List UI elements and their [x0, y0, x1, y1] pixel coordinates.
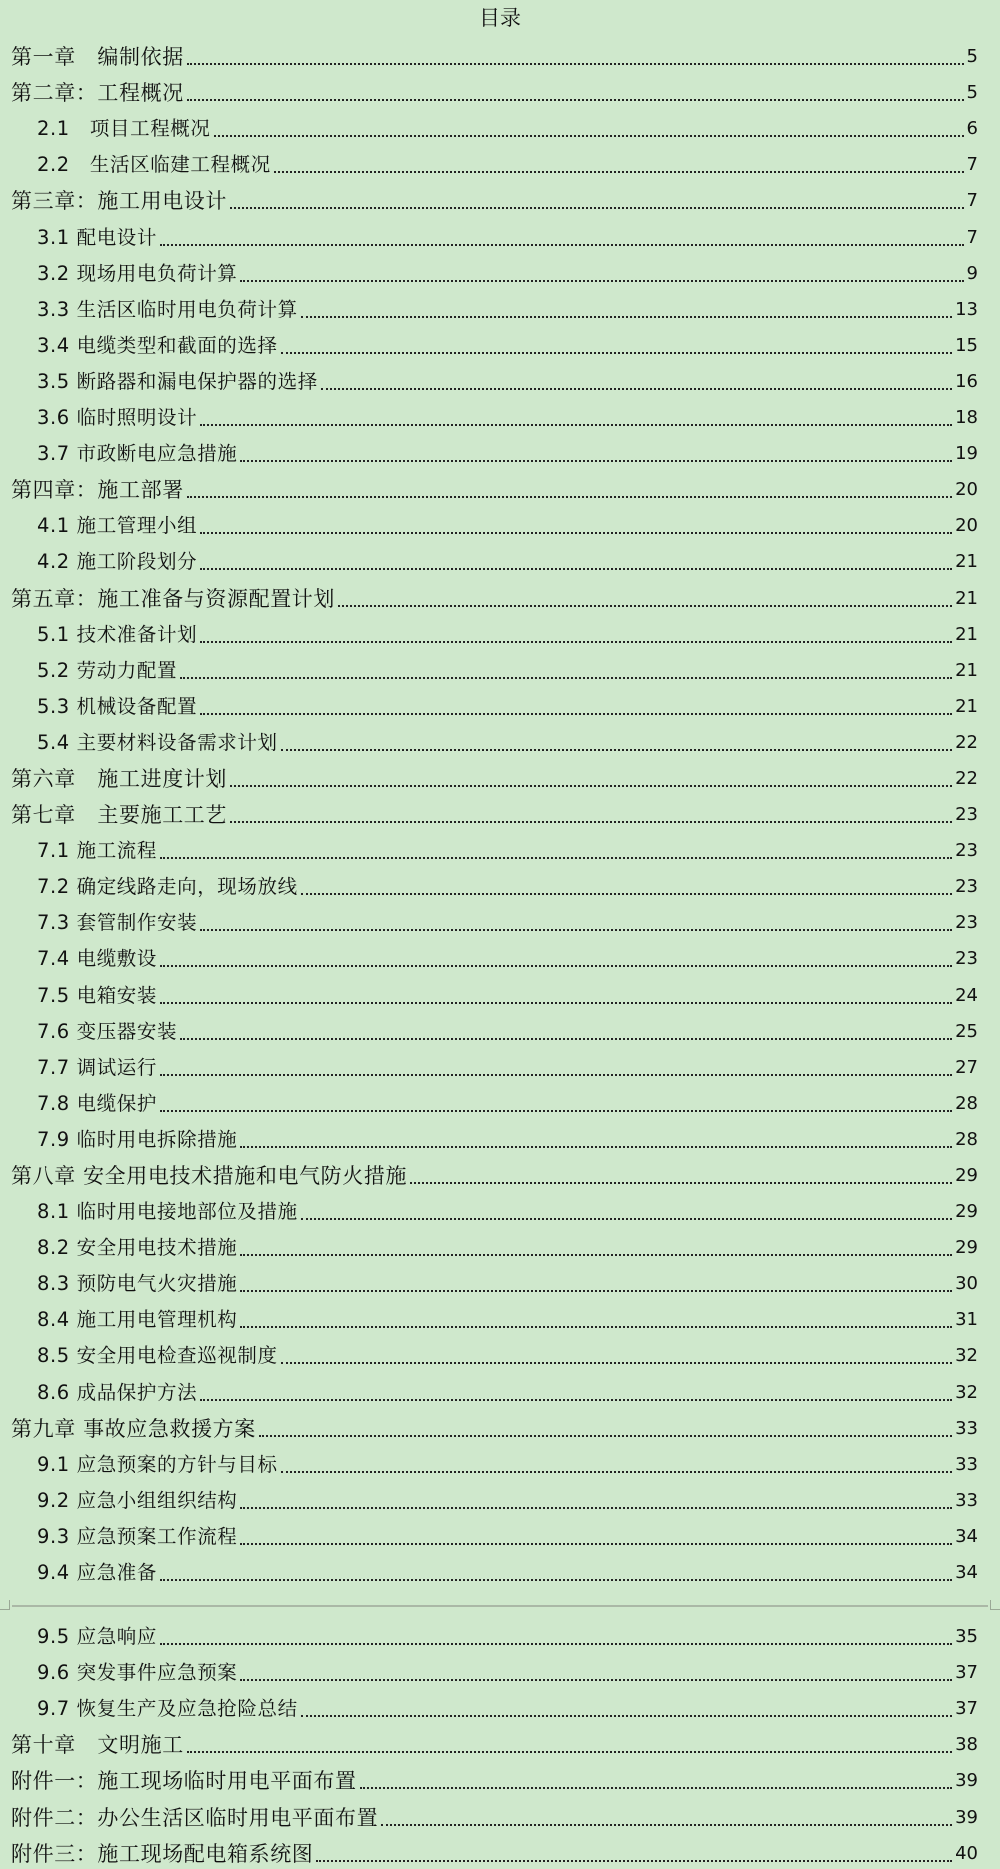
- toc-entry-page-number: 39: [955, 1770, 978, 1792]
- toc-entry[interactable]: [0, 614, 1000, 650]
- toc-entry-page-number: 25: [955, 1020, 978, 1042]
- toc-entry-page-number: 20: [955, 515, 978, 537]
- toc-dot-leader: [200, 568, 952, 570]
- toc-entry-page-number: 21: [955, 587, 978, 609]
- toc-entry[interactable]: [0, 1480, 1000, 1516]
- toc-entry-page-number: 40: [955, 1842, 978, 1864]
- toc-entry[interactable]: [0, 1299, 1000, 1335]
- toc-entry-title: 第六章 施工进度计划: [11, 766, 227, 791]
- toc-page-2: [0, 1616, 1000, 1869]
- toc-entry[interactable]: [0, 1833, 1000, 1869]
- toc-entry-page-number: 23: [955, 840, 978, 862]
- toc-dot-leader: [160, 1002, 952, 1004]
- toc-entry-title: 9.5 应急响应: [37, 1625, 158, 1649]
- toc-dot-leader: [240, 460, 952, 462]
- toc-entry[interactable]: [0, 1652, 1000, 1688]
- toc-entry-page-number: 6: [966, 118, 978, 140]
- toc-entry[interactable]: [0, 289, 1000, 325]
- toc-entry-title: 附件一：施工现场临时用电平面布置: [11, 1769, 357, 1794]
- toc-entry-title: 7.2 确定线路走向，现场放线: [37, 875, 298, 899]
- toc-entry-page-number: 21: [955, 623, 978, 645]
- toc-entry-title: 第一章 编制依据: [11, 45, 184, 70]
- toc-entry-title: 第四章：施工部署: [11, 478, 184, 503]
- toc-dot-leader: [160, 857, 952, 859]
- toc-dot-leader: [230, 785, 952, 787]
- toc-entry[interactable]: [0, 1796, 1000, 1832]
- toc-entry[interactable]: [0, 1335, 1000, 1371]
- toc-entry-title: 5.2 劳动力配置: [37, 658, 178, 682]
- toc-entry-page-number: 7: [966, 226, 978, 248]
- toc-entry[interactable]: [0, 1688, 1000, 1724]
- toc-entry[interactable]: [0, 397, 1000, 433]
- toc-dot-leader: [281, 352, 952, 354]
- toc-entry-page-number: 37: [955, 1698, 978, 1720]
- toc-entry-page-number: 39: [955, 1806, 978, 1828]
- toc-dot-leader: [240, 1146, 952, 1148]
- toc-entry[interactable]: [0, 325, 1000, 361]
- toc-entry-page-number: 21: [955, 695, 978, 717]
- toc-entry-title: 3.5 断路器和漏电保护器的选择: [37, 369, 318, 393]
- toc-entry-page-number: 5: [966, 82, 978, 104]
- toc-entry[interactable]: [0, 1408, 1000, 1444]
- toc-entry[interactable]: [0, 1011, 1000, 1047]
- toc-title: 目录: [479, 6, 521, 30]
- toc-dot-leader: [240, 1543, 952, 1545]
- toc-dot-leader: [180, 677, 952, 679]
- toc-dot-leader: [214, 135, 964, 137]
- toc-entry[interactable]: [0, 686, 1000, 722]
- toc-entry-page-number: 28: [955, 1092, 978, 1114]
- toc-entry-page-number: 33: [955, 1417, 978, 1439]
- toc-entry-title: 7.1 施工流程: [37, 839, 158, 863]
- toc-entry-page-number: 5: [966, 46, 978, 68]
- toc-entry-title: 3.7 市政断电应急措施: [37, 442, 238, 466]
- toc-dot-leader: [240, 1326, 952, 1328]
- toc-dot-leader: [180, 1038, 952, 1040]
- toc-entry[interactable]: [0, 1083, 1000, 1119]
- toc-entry-title: 3.2 现场用电负荷计算: [37, 261, 238, 285]
- toc-entry[interactable]: [0, 1155, 1000, 1191]
- toc-entry-title: 第八章 安全用电技术措施和电气防火措施: [11, 1164, 408, 1188]
- toc-entry[interactable]: [0, 36, 1000, 72]
- toc-entry-title: 第七章 主要施工工艺: [11, 803, 227, 828]
- toc-dot-leader: [230, 821, 952, 823]
- toc-entry[interactable]: [0, 505, 1000, 541]
- toc-dot-leader: [301, 1218, 952, 1220]
- toc-entry-page-number: 29: [955, 1201, 978, 1223]
- toc-entry[interactable]: [0, 577, 1000, 613]
- toc-entry-page-number: 9: [966, 262, 978, 284]
- toc-entry-title: 第二章：工程概况: [11, 81, 184, 106]
- toc-dot-leader: [301, 893, 952, 895]
- toc-entry[interactable]: [0, 1191, 1000, 1227]
- toc-entry-title: 第三章：施工用电设计: [11, 189, 227, 214]
- toc-entry-page-number: 13: [955, 298, 978, 320]
- toc-dot-leader: [281, 749, 952, 751]
- toc-entry-title: 9.6 突发事件应急预案: [37, 1661, 238, 1685]
- toc-entry[interactable]: [0, 361, 1000, 397]
- toc-entry-title: 8.1 临时用电接地部位及措施: [37, 1200, 298, 1224]
- toc-entry[interactable]: [0, 253, 1000, 289]
- toc-entry-page-number: 20: [955, 479, 978, 501]
- toc-dot-leader: [338, 605, 952, 607]
- toc-entry-title: 4.1 施工管理小组: [37, 514, 198, 538]
- toc-entry-title: 9.1 应急预案的方针与目标: [37, 1452, 278, 1476]
- toc-entry[interactable]: [0, 1119, 1000, 1155]
- toc-entry-title: 8.2 安全用电技术措施: [37, 1236, 238, 1260]
- toc-dot-leader: [240, 1679, 952, 1681]
- toc-entry-page-number: 22: [955, 767, 978, 789]
- page-corner-mark-left: [0, 1600, 10, 1610]
- toc-entry-page-number: 33: [955, 1453, 978, 1475]
- toc-dot-leader: [187, 496, 952, 498]
- toc-dot-leader: [240, 1290, 952, 1292]
- toc-entry-page-number: 16: [955, 370, 978, 392]
- toc-entry-title: 9.2 应急小组组织结构: [37, 1488, 238, 1512]
- toc-entry-title: 5.1 技术准备计划: [37, 622, 198, 646]
- toc-entry-title: 第五章：施工准备与资源配置计划: [11, 586, 335, 611]
- toc-entry[interactable]: [0, 758, 1000, 794]
- toc-entry-page-number: 33: [955, 1489, 978, 1511]
- toc-entry-page-number: 21: [955, 659, 978, 681]
- toc-entry-title: 3.6 临时照明设计: [37, 406, 198, 430]
- toc-entry[interactable]: [0, 902, 1000, 938]
- toc-entry-page-number: 28: [955, 1128, 978, 1150]
- toc-entry-title: 5.3 机械设备配置: [37, 694, 198, 718]
- toc-dot-leader: [240, 1254, 952, 1256]
- toc-dot-leader: [200, 532, 952, 534]
- toc-dot-leader: [160, 1579, 952, 1581]
- toc-entry-page-number: 7: [966, 154, 978, 176]
- toc-entry[interactable]: [0, 144, 1000, 180]
- toc-entry-page-number: 34: [955, 1525, 978, 1547]
- toc-entry[interactable]: [0, 830, 1000, 866]
- toc-entry-page-number: 23: [955, 912, 978, 934]
- toc-dot-leader: [316, 1860, 952, 1862]
- toc-entry-title: 5.4 主要材料设备需求计划: [37, 730, 278, 754]
- toc-entry-title: 9.3 应急预案工作流程: [37, 1524, 238, 1548]
- toc-entry[interactable]: [0, 794, 1000, 830]
- toc-entry-title: 7.6 变压器安装: [37, 1019, 178, 1043]
- page-break-line: [12, 1605, 988, 1607]
- toc-dot-leader: [160, 1110, 952, 1112]
- toc-entry-title: 8.4 施工用电管理机构: [37, 1308, 238, 1332]
- toc-entry-page-number: 29: [955, 1165, 978, 1186]
- toc-entry-title: 7.9 临时用电拆除措施: [37, 1127, 238, 1151]
- toc-entry-title: 第九章 事故应急救援方案: [11, 1416, 256, 1441]
- toc-dot-leader: [160, 1074, 952, 1076]
- toc-entry-page-number: 18: [955, 407, 978, 429]
- toc-entry-title: 8.3 预防电气火灾措施: [37, 1272, 238, 1296]
- toc-entry[interactable]: [0, 1263, 1000, 1299]
- toc-entry-page-number: 19: [955, 443, 978, 465]
- toc-entry-title: 附件二：办公生活区临时用电平面布置: [11, 1805, 379, 1830]
- toc-entry-title: 7.8 电缆保护: [37, 1091, 158, 1115]
- toc-entry-page-number: 35: [955, 1626, 978, 1648]
- toc-entry-title: 2.2 生活区临建工程概况: [37, 153, 271, 177]
- toc-entry-title: 4.2 施工阶段划分: [37, 550, 198, 574]
- toc-entry[interactable]: [0, 72, 1000, 108]
- toc-dot-leader: [200, 641, 952, 643]
- toc-dot-leader: [200, 1399, 952, 1401]
- toc-dot-leader: [410, 1182, 952, 1184]
- toc-entry-page-number: 32: [955, 1345, 978, 1367]
- toc-entry[interactable]: [0, 1616, 1000, 1652]
- toc-entry-page-number: 7: [966, 190, 978, 212]
- toc-entry-page-number: 34: [955, 1562, 978, 1584]
- toc-dot-leader: [160, 244, 964, 246]
- toc-entry[interactable]: [0, 1371, 1000, 1407]
- toc-entry-title: 附件三：施工现场配电箱系统图: [11, 1841, 314, 1866]
- toc-entry[interactable]: [0, 650, 1000, 686]
- toc-entry-page-number: 29: [955, 1237, 978, 1259]
- toc-entry[interactable]: [0, 866, 1000, 902]
- toc-entry[interactable]: [0, 722, 1000, 758]
- toc-dot-leader: [281, 1471, 952, 1473]
- toc-entry[interactable]: [0, 1724, 1000, 1760]
- toc-dot-leader: [200, 929, 952, 931]
- toc-dot-leader: [187, 99, 964, 101]
- toc-entry[interactable]: [0, 938, 1000, 974]
- toc-entry-page-number: 23: [955, 804, 978, 826]
- toc-entry-title: 9.4 应急准备: [37, 1561, 158, 1585]
- toc-dot-leader: [360, 1787, 952, 1789]
- page-corner-mark-right: [990, 1600, 1000, 1610]
- toc-dot-leader: [187, 63, 964, 65]
- toc-entry-title: 3.1 配电设计: [37, 225, 158, 249]
- toc-dot-leader: [240, 280, 963, 282]
- toc-entry-page-number: 22: [955, 731, 978, 753]
- toc-entry-title: 第十章 文明施工: [11, 1733, 184, 1758]
- toc-entry[interactable]: [0, 1516, 1000, 1552]
- toc-entry-title: 8.6 成品保护方法: [37, 1380, 198, 1404]
- toc-entry-page-number: 15: [955, 334, 978, 356]
- toc-entry[interactable]: [0, 1760, 1000, 1796]
- toc-entry-page-number: 31: [955, 1309, 978, 1331]
- toc-entry-page-number: 38: [955, 1734, 978, 1756]
- toc-dot-leader: [301, 1715, 952, 1717]
- toc-entry[interactable]: [0, 1047, 1000, 1083]
- toc-dot-leader: [259, 1435, 952, 1437]
- toc-dot-leader: [301, 316, 952, 318]
- toc-page-1: [0, 36, 1000, 1588]
- toc-entry-title: 9.7 恢复生产及应急抢险总结: [37, 1697, 298, 1721]
- toc-entry-page-number: 27: [955, 1056, 978, 1078]
- toc-entry[interactable]: [0, 1552, 1000, 1588]
- toc-entry-title: 8.5 安全用电检查巡视制度: [37, 1344, 278, 1368]
- toc-entry-title: 7.3 套管制作安装: [37, 911, 198, 935]
- toc-dot-leader: [230, 207, 964, 209]
- toc-dot-leader: [200, 424, 952, 426]
- toc-entry-page-number: 37: [955, 1662, 978, 1684]
- toc-entry[interactable]: [0, 180, 1000, 216]
- toc-entry[interactable]: [0, 108, 1000, 144]
- toc-entry-page-number: 23: [955, 948, 978, 970]
- toc-entry-page-number: 32: [955, 1381, 978, 1403]
- toc-entry[interactable]: [0, 541, 1000, 577]
- page-break: [0, 1603, 1000, 1609]
- toc-dot-leader: [274, 171, 964, 173]
- toc-dot-leader: [187, 1751, 952, 1753]
- toc-entry[interactable]: [0, 433, 1000, 469]
- toc-entry[interactable]: [0, 469, 1000, 505]
- toc-entry[interactable]: [0, 974, 1000, 1010]
- toc-dot-leader: [200, 713, 952, 715]
- toc-dot-leader: [381, 1824, 952, 1826]
- toc-entry-page-number: 23: [955, 876, 978, 898]
- toc-dot-leader: [160, 965, 952, 967]
- toc-entry-title: 3.3 生活区临时用电负荷计算: [37, 297, 298, 321]
- toc-entry-title: 7.5 电箱安装: [37, 983, 158, 1007]
- toc-entry-title: 7.7 调试运行: [37, 1055, 158, 1079]
- toc-entry[interactable]: [0, 1444, 1000, 1480]
- toc-entry-page-number: 30: [955, 1273, 978, 1295]
- toc-entry-page-number: 21: [955, 551, 978, 573]
- toc-entry-title: 7.4 电缆敷设: [37, 947, 158, 971]
- toc-dot-leader: [160, 1643, 952, 1645]
- toc-entry-title: 3.4 电缆类型和截面的选择: [37, 333, 278, 357]
- toc-entry[interactable]: [0, 216, 1000, 252]
- toc-entry-title: 2.1 项目工程概况: [37, 117, 211, 141]
- toc-dot-leader: [321, 388, 952, 390]
- toc-dot-leader: [240, 1507, 952, 1509]
- toc-entry[interactable]: [0, 1227, 1000, 1263]
- toc-dot-leader: [281, 1362, 952, 1364]
- toc-entry-page-number: 24: [955, 984, 978, 1006]
